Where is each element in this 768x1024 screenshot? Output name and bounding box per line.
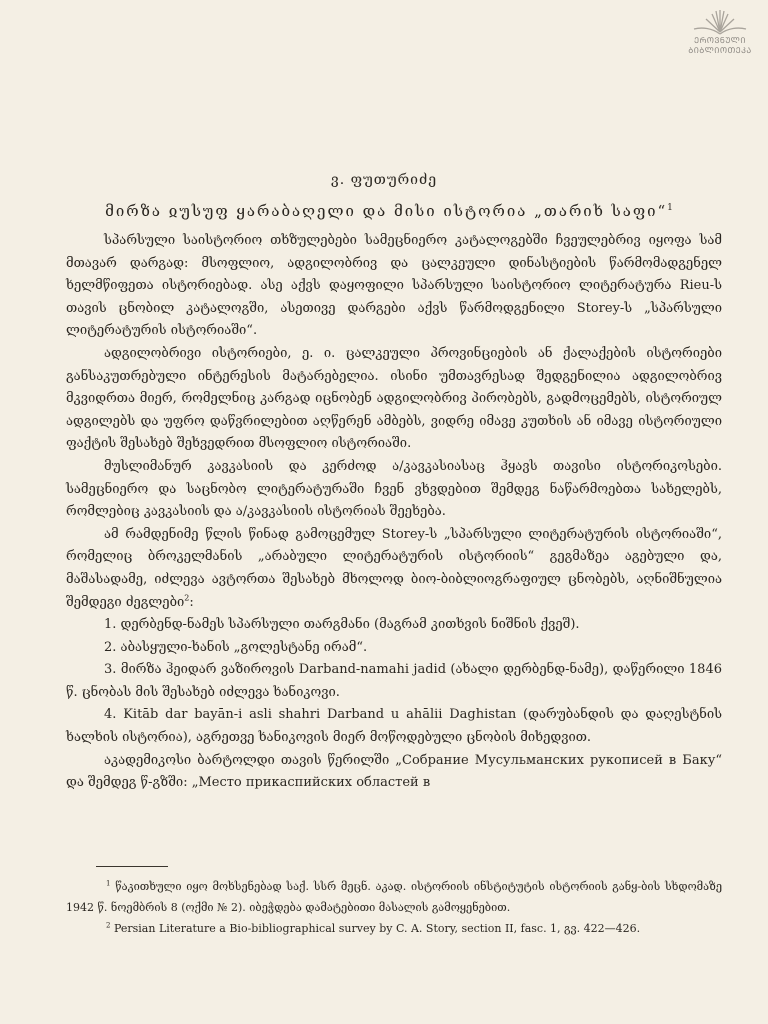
paragraph-5: აკადემიკოსი ბარტოლდი თავის წერილში „Собрание Мусульманских рукописей в Баку“ და შემდეგ წ-გზში: „Место прикаспийских областей в <box>66 752 722 791</box>
paragraph-1: სპარსული საისტორიო თხზულებები სამეცნიერო კატალოგებში ჩვეულებრივ იყოფა სამ მთავარ დარგად: მსოფლიო, ადგილობრივ და ცალკეული დინასტიების წარმომადგენელ ხელმწიფეთა ისტორიებად. ასე აქვს დაყოფილი სპარსული საისტორიო ლიტერატურა Rieu-ს თავის ცნობილ კატალოგში, ასეთივე დარგები აქვს წარმოდგენილი Storey-ს „სპარსული ლიტერატურის ისტორიაში“. <box>66 233 722 339</box>
footnotes <box>66 876 722 939</box>
footnote-2 <box>66 918 722 939</box>
footnote-2-text: Persian Literature a Bio-bibliographical survey by C. A. Story, section II, fasc. 1, გვ. 422—426. <box>113 922 641 935</box>
paragraph-4-text: ამ რამდენიმე წლის წინად გამოცემულ Storey-ს „სპარსული ლიტერატურის ისტორიაში“, რომელიც ბროკელმანის „არაბული ლიტერატურის ისტორიის“ გეგმაზეა აგებული და, მაშასადამე, იძლევა ავტორთა შესახებ მხოლოდ ბიო-ბიბლიოგრაფიულ ცნობებს, აღნიშნულია შემდეგი ძეგლები <box>66 526 722 610</box>
article-author: ვ. ფუთურიძე <box>330 172 438 188</box>
footnote-2-mark: 2 <box>106 921 111 930</box>
paragraph-3: მუსლიმანურ კავკასიის და კერძოდ ა/კავკასიასაც ჰყავს თავისი ისტორიკოსები. სამეცნიერო და საცნობო ლიტერატურაში ჩვენ ვხვდებით შემდეგ ნაწარმოებთა სახელებს, რომლებიც კავკასიის და ა/კავკასიის ისტორიას შეეხება. <box>66 458 722 520</box>
footnote-2-marker: 2 <box>184 593 190 603</box>
logo-text-line-1: ᲔᲠᲝᲕᲜᲣᲚᲘ <box>694 36 746 45</box>
open-book-icon <box>692 8 748 36</box>
logo-text-line-2: ᲑᲘᲑᲚᲘᲝᲗᲔᲙᲐ <box>688 46 752 55</box>
footnote-1-text: წაკითხული იყო მოხსენებად საქ. სსრ მეცნ. აკად. ისტორიის ინსტიტუტის ისტორიის განყ-ბის სხდომაზე 1942 წ. ნოემბრის 8 (ოქმი № 2). იბეჭდება დამატებითი მასალის გამოყენებით. <box>66 880 723 914</box>
article-body <box>66 230 722 795</box>
paragraph-2: ადგილობრივი ისტორიები, ე. ი. ცალკეული პროვინციების ან ქალაქების ისტორიები განსაკუთრებული ინტერესის მატარებელია. ისინი უმთავრესად შედგენილია ადგილობრივ მკვიდრთა მიერ, რომელნიც კარგად იცნობენ ადგილობრივ პირობებს, გადმოცემებს, ისტორიულ ადგილებს და უფრო დაწვრილებით აღწერენ ამბებს, ვიდრე იმავე კუთხის ან იმავე ისტორიული ფაქტის შესახებ შეხვედრით მსოფლიო ისტორიაში. <box>66 345 722 452</box>
article-title-text: მირზა ჲუსუფ ყარაბაღელი და მისი ისტორია „თარიხ საფი“ <box>105 202 668 220</box>
list-item-1: 1. დერბენდ-ნამეს სპარსული თარგმანი (მაგრამ კითხვის ნიშნის ქვეშ). <box>104 617 580 633</box>
title-footnote-marker: 1 <box>667 203 675 213</box>
list-item-2: 2. აბასყული-ხანის „გოლესტანე ირამ“. <box>104 639 368 655</box>
footnote-1 <box>66 876 722 918</box>
library-logo <box>686 8 754 56</box>
list-item-4: 4. Kitāb dar bayān-i asli shahri Darband u ahālii Daghistan (დარუბანდის და დაღესტნის ხალხის ისტორია), აგრეთვე ხანიკოვის მიერ მოწოდებული ცნობის მიხედვით. <box>66 707 722 746</box>
list-item-3: 3. მირზა ჰეიდარ ვაზიროვის Darband-namahi jadid (ახალი დერბენდ-ნამე), დაწერილი 1846 წ. ცნობას მის შესახებ იძლევა ხანიკოვი. <box>66 662 722 700</box>
footnote-1-mark: 1 <box>106 879 111 888</box>
footnote-divider <box>96 866 168 867</box>
paragraph-4: ამ რამდენიმე წლის წინად გამოცემულ Storey-ს „სპარსული ლიტერატურის ისტორიაში“, რომელიც ბროკელმანის „არაბული ლიტერატურის ისტორიის“ გეგმაზეა აგებული და, მაშასადამე, იძლევა ავტორთა შესახებ მხოლოდ ბიო-ბიბლიოგრაფიულ ცნობებს, აღნიშნულია შემდეგი ძეგლები$^2$: <box>66 526 722 610</box>
article-title <box>40 202 740 220</box>
